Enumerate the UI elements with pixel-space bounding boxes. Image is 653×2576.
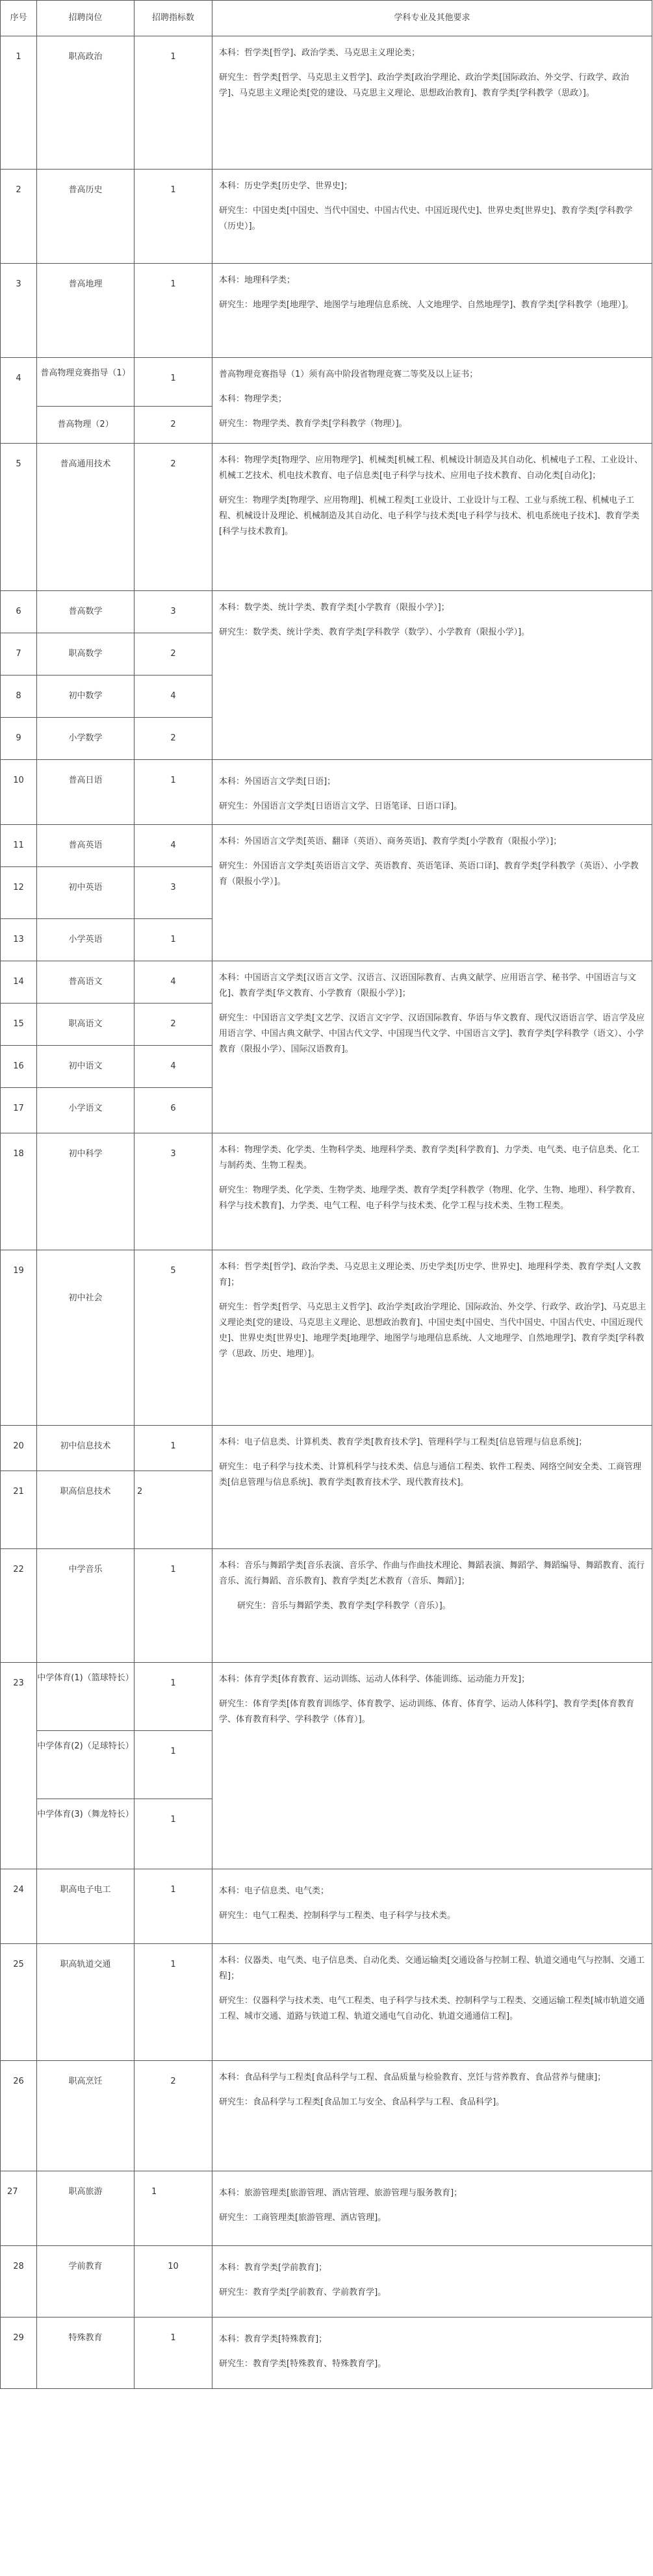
- row-count: 1: [134, 2317, 212, 2389]
- row-count: 4: [134, 825, 212, 867]
- row-no: 9: [1, 718, 37, 760]
- row-no: 27: [1, 2171, 37, 2246]
- row-post: 普高日语: [37, 760, 134, 825]
- req-grad: 研究生：音乐与舞蹈学类、教育学类[学科教学（音乐）]。: [237, 1601, 451, 1611]
- req-undergrad: 本科：外国语言文学类[日语]；: [219, 777, 336, 787]
- table-row: [1, 444, 652, 591]
- req-undergrad: 本科：地理科学类；: [219, 275, 296, 285]
- row-count: 10: [134, 2246, 212, 2317]
- row-count: 2: [134, 1471, 212, 1549]
- row-requirements: [212, 36, 652, 170]
- row-post: 职高烹饪: [37, 2061, 134, 2171]
- row-no: 28: [1, 2246, 37, 2317]
- row-requirements: [212, 760, 652, 825]
- table-row: [1, 170, 652, 264]
- table-row: [1, 358, 652, 407]
- req-undergrad: 本科：物理学类、化学类、生物科学类、地理科学类、教育学类[科学教育]、力学类、电气类、电子信息类、化工与制药类、生物工程类。: [219, 1145, 640, 1170]
- header-requirements: 学科专业及其他要求: [212, 1, 652, 36]
- row-count: 1: [134, 1663, 212, 1731]
- row-count: 5: [134, 1250, 212, 1426]
- table-row: [1, 1869, 652, 1944]
- row-no: 18: [1, 1133, 37, 1250]
- row-count: 1: [134, 36, 212, 170]
- row-post: 初中科学: [37, 1133, 134, 1250]
- row-requirements: [212, 825, 652, 961]
- row-requirements: [212, 1869, 652, 1944]
- req-undergrad: 本科：数学类、统计学类、教育学类[小学教育（限报小学）]；: [219, 603, 450, 612]
- header-post: 招聘岗位: [37, 1, 134, 36]
- row-post: 普高物理（2）: [37, 407, 134, 444]
- req-grad: 研究生：仪器科学与技术类、电气工程类、电子科学与技术类、控制科学与工程类、交通运输工程类[城市轨道交通工程、城市交通、道路与铁道工程、轨道交通电气自动化、轨道交通通信工程]。: [219, 1996, 645, 2021]
- row-requirements: [212, 2171, 652, 2246]
- table-row: [1, 2171, 652, 2246]
- table-row: [1, 825, 652, 867]
- row-count: 1: [134, 1799, 212, 1869]
- req-undergrad: 本科：物理学类[物理学、应用物理学]、机械类[机械工程、机械设计制造及其自动化、机械电子工程、工业设计、机械工艺技术、机电技术教育、电子信息类[电子科学与技术、应用电子技术教育、自动化类[自动化]；: [219, 455, 643, 481]
- row-no: 21: [1, 1471, 37, 1549]
- row-requirements: [212, 1663, 652, 1869]
- row-post: 学前教育: [37, 2246, 134, 2317]
- row-no: 1: [1, 36, 37, 170]
- row-post: 小学数学: [37, 718, 134, 760]
- row-post: 特殊教育: [37, 2317, 134, 2389]
- req-note: 普高物理竞赛指导（1）须有高中阶段省物理竞赛二等奖及以上证书；: [219, 370, 478, 379]
- row-requirements: [212, 170, 652, 264]
- row-post: 职高旅游: [37, 2171, 134, 2246]
- row-count: 1: [134, 760, 212, 825]
- req-grad: 研究生：哲学类[哲学、马克思主义哲学]、政治学类[政治学理论、国际政治、外交学、行政学、政治学]、马克思主义理论类[党的建设、马克思主义理论、思想政治教育]、中国史类[中国史、当代中国史、中国古代史、中国近现代史]、世界史类[世界史]、地理学类[地理学、地图学与地理信息系统、人文地理学、自然地理学]、教育学类[学科教学（思政、历史、地理）]。: [219, 1302, 647, 1359]
- row-count: 1: [134, 358, 212, 407]
- row-no: 13: [1, 919, 37, 961]
- row-count: 4: [134, 961, 212, 1004]
- row-post: 普高英语: [37, 825, 134, 867]
- row-no: 16: [1, 1046, 37, 1088]
- table-row: [1, 1250, 652, 1426]
- row-count: 6: [134, 1088, 212, 1133]
- req-undergrad: 本科：音乐与舞蹈学类[音乐表演、音乐学、作曲与作曲技术理论、舞蹈表演、舞蹈学、舞蹈编导、舞蹈教育、流行音乐、流行舞蹈、音乐教育]、教育学类[艺术教育（音乐、舞蹈）]；: [219, 1561, 645, 1586]
- row-count: 4: [134, 676, 212, 718]
- row-no: 7: [1, 633, 37, 676]
- req-grad: 研究生：教育学类[学前教育、学前教育学]。: [219, 2288, 387, 2297]
- req-grad: 研究生：电子科学与技术类、计算机科学与技术类、信息与通信工程类、软件工程类、网络空间安全类、工商管理类[信息管理与信息系统]、教育学类[教育技术学、现代教育技术]。: [219, 1462, 642, 1487]
- table-row: [1, 264, 652, 358]
- row-count: 1: [134, 1731, 212, 1799]
- row-count: 2: [134, 1004, 212, 1046]
- row-count: 4: [134, 1046, 212, 1088]
- row-count: 3: [134, 591, 212, 633]
- table-row: [1, 1133, 652, 1250]
- row-post: 小学语文: [37, 1088, 134, 1133]
- req-undergrad: 本科：中国语言文学类[汉语言文学、汉语言、汉语国际教育、古典文献学、应用语言学、秘书学、中国语言与文化]、教育学类[华文教育、小学教育（限报小学）]；: [219, 973, 637, 998]
- table-row: [1, 2317, 652, 2389]
- req-grad: 研究生：外国语言文学类[英语语言文学、英语教育、英语笔译、英语口译]、教育学类[学科教学（英语）、小学教育（限报小学）]。: [219, 861, 639, 887]
- row-post: 职高信息技术: [37, 1471, 134, 1549]
- req-undergrad: 本科：哲学类[哲学]、政治学类、马克思主义理论类；: [219, 48, 420, 58]
- table-row: [1, 961, 652, 1004]
- req-undergrad: 本科：电子信息类、电气类；: [219, 1886, 329, 1896]
- row-post: 初中信息技术: [37, 1426, 134, 1471]
- row-no: 24: [1, 1869, 37, 1944]
- req-grad: 研究生：中国史类[中国史、当代中国史、中国古代史、中国近现代史]、世界史类[世界史]、教育学类[学科教学（历史）]。: [219, 206, 633, 231]
- table-row: [1, 1944, 652, 2061]
- row-count: 1: [134, 1426, 212, 1471]
- row-no: 10: [1, 760, 37, 825]
- req-grad: 研究生：地理学类[地理学、地图学与地理信息系统、人文地理学、自然地理学]、教育学类[学科教学（地理）]。: [219, 300, 634, 310]
- req-undergrad: 本科：仪器类、电气类、电子信息类、自动化类、交通运输类[交通设备与控制工程、轨道交通电气与控制、交通工程]；: [219, 1956, 645, 1981]
- row-no: 3: [1, 264, 37, 358]
- row-post: 职高语文: [37, 1004, 134, 1046]
- row-post: 初中数学: [37, 676, 134, 718]
- row-no: 23: [1, 1663, 37, 1869]
- row-post: 普高地理: [37, 264, 134, 358]
- req-grad: 研究生：物理学类[物理学、应用物理]、机械工程类[工业设计、工业设计与工程、工业与系统工程、机械电子工程、机械设计及理论、机械制造及其自动化、电子科学与技术类[电子科学与技术、机电系统电子技术]、教育学类[科学与技术教育]。: [219, 496, 640, 537]
- row-no: 15: [1, 1004, 37, 1046]
- header-count: 招聘指标数: [134, 1, 212, 36]
- row-requirements: [212, 444, 652, 591]
- req-grad: 研究生：数学类、统计学类、教育学类[学科教学（数学）、小学教育（限报小学）]。: [219, 627, 530, 637]
- row-post: 普高物理竞赛指导（1）: [37, 358, 134, 407]
- row-count: 3: [134, 867, 212, 919]
- row-no: 20: [1, 1426, 37, 1471]
- row-count: 1: [134, 2171, 212, 2246]
- req-grad: 研究生：食品科学与工程类[食品加工与安全、食品科学与工程、食品科学]。: [219, 2097, 505, 2107]
- header-no: 序号: [1, 1, 37, 36]
- row-no: 4: [1, 358, 37, 444]
- req-undergrad: 本科：电子信息类、计算机类、教育学类[教育技术学]、管理科学与工程类[信息管理与信息系统]；: [219, 1437, 587, 1447]
- row-count: 1: [134, 264, 212, 358]
- row-count: 1: [134, 1869, 212, 1944]
- row-count: 1: [134, 170, 212, 264]
- table-row: [1, 1663, 652, 1731]
- row-requirements: [212, 591, 652, 760]
- row-post: 中学体育(2)（足球特长）: [37, 1731, 134, 1799]
- row-count: 2: [134, 633, 212, 676]
- row-requirements: [212, 1133, 652, 1250]
- row-requirements: [212, 2061, 652, 2171]
- table-row: [1, 2246, 652, 2317]
- req-undergrad: 本科：物理学类；: [219, 394, 287, 404]
- row-count: 2: [134, 2061, 212, 2171]
- row-post: 普高历史: [37, 170, 134, 264]
- req-undergrad: 本科：哲学类[哲学]、政治学类、马克思主义理论类、历史学类[历史学、世界史]、地理科学类、教育学类[人文教育]；: [219, 1262, 641, 1287]
- req-undergrad: 本科：历史学类[历史学、世界史]；: [219, 181, 353, 191]
- row-count: 3: [134, 1133, 212, 1250]
- row-post: 普高数学: [37, 591, 134, 633]
- req-grad: 研究生：体育学类[体育教育训练学、体育教学、运动训练、体育、体育学、运动人体科学]、教育学类[体育教育学、体育教育科学、学科教学（体育）]。: [219, 1699, 635, 1724]
- req-grad: 研究生：中国语言文学类[文艺学、汉语言文字学、汉语国际教育、华语与华文教育、现代汉语语言学、语言学及应用语言学、中国古典文献学、中国古代文学、中国现当代文学、中国语言文学]、教育学类[学科教学（语文）、小学教育（限报小学）、国际汉语教育]。: [219, 1013, 645, 1054]
- row-post: 初中社会: [37, 1250, 134, 1426]
- req-grad: 研究生：教育学类[特殊教育、特殊教育学]。: [219, 2359, 387, 2369]
- row-requirements: [212, 961, 652, 1133]
- row-no: 26: [1, 2061, 37, 2171]
- row-requirements: [212, 358, 652, 444]
- row-post: 职高数学: [37, 633, 134, 676]
- row-post: 初中英语: [37, 867, 134, 919]
- table-row: [1, 591, 652, 633]
- req-undergrad: 本科：体育学类[体育教育、运动训练、运动人体科学、体能训练、运动能力开发]；: [219, 1674, 530, 1684]
- table-row: [1, 760, 652, 825]
- row-post: 普高语文: [37, 961, 134, 1004]
- row-no: 29: [1, 2317, 37, 2389]
- row-no: 5: [1, 444, 37, 591]
- req-grad: 研究生：物理学类、化学类、生物学类、地理学类、教育学类[学科教学（物理、化学、生物、地理）、科学教育、科学与技术教育]、力学类、电气工程、电子科学与技术类、化学工程与技术类、生物工程类。: [219, 1185, 641, 1211]
- row-no: 19: [1, 1250, 37, 1426]
- req-grad: 研究生：哲学类[哲学、马克思主义哲学]、政治学类[政治学理论、政治学类[国际政治、外交学、行政学、政治学]、马克思主义理论类[党的建设、马克思主义理论、思想政治教育]、教育学类[学科教学（思政）]。: [219, 73, 630, 98]
- row-no: 17: [1, 1088, 37, 1133]
- row-no: 6: [1, 591, 37, 633]
- row-post: 普高通用技术: [37, 444, 134, 591]
- table-row: [1, 1426, 652, 1471]
- row-no: 2: [1, 170, 37, 264]
- req-undergrad: 本科：食品科学与工程类[食品科学与工程、食品质量与检验教育、烹饪与营养教育、食品营养与健康]；: [219, 2073, 606, 2082]
- table-row: [1, 36, 652, 170]
- row-count: 1: [134, 919, 212, 961]
- req-grad: 研究生：外国语言文学类[日语语言文学、日语笔译、日语口译]。: [219, 802, 463, 811]
- row-post: 中学体育(3)（舞龙特长）: [37, 1799, 134, 1869]
- row-count: 1: [134, 1944, 212, 2061]
- row-count: 2: [134, 444, 212, 591]
- row-count: 1: [134, 1549, 212, 1663]
- table-row: [1, 1549, 652, 1663]
- row-count: 2: [134, 718, 212, 760]
- req-undergrad: 本科：教育学类[学前教育]；: [219, 2263, 327, 2273]
- header-row: [1, 1, 652, 36]
- row-no: 8: [1, 676, 37, 718]
- row-requirements: [212, 1549, 652, 1663]
- req-grad: 研究生：电气工程类、控制科学与工程类、电子科学与技术类。: [219, 1911, 456, 1921]
- row-no: 11: [1, 825, 37, 867]
- row-post: 初中语文: [37, 1046, 134, 1088]
- row-no: 12: [1, 867, 37, 919]
- table-row: [1, 2061, 652, 2171]
- row-requirements: [212, 2246, 652, 2317]
- row-post: 小学英语: [37, 919, 134, 961]
- req-grad: 研究生：物理学类、教育学类[学科教学（物理）]。: [219, 419, 407, 429]
- row-no: 22: [1, 1549, 37, 1663]
- row-post: 职高政治: [37, 36, 134, 170]
- row-post: 职高轨道交通: [37, 1944, 134, 2061]
- req-undergrad: 本科：外国语言文学类[英语、翻译（英语）、商务英语]、教育学类[小学教育（限报小学）]；: [219, 837, 562, 846]
- row-post: 职高电子电工: [37, 1869, 134, 1944]
- row-post: 中学体育(1)（篮球特长）: [37, 1663, 134, 1731]
- row-requirements: [212, 264, 652, 358]
- row-count: 2: [134, 407, 212, 444]
- row-requirements: [212, 1944, 652, 2061]
- row-requirements: [212, 1250, 652, 1426]
- req-undergrad: 本科：教育学类[特殊教育]；: [219, 2334, 327, 2344]
- req-undergrad: 本科：旅游管理类[旅游管理、酒店管理、旅游管理与服务教育]；: [219, 2188, 463, 2198]
- row-requirements: [212, 2317, 652, 2389]
- row-post: 中学音乐: [37, 1549, 134, 1663]
- req-grad: 研究生：工商管理类[旅游管理、酒店管理]。: [219, 2213, 387, 2223]
- row-no: 25: [1, 1944, 37, 2061]
- row-requirements: [212, 1426, 652, 1549]
- row-no: 14: [1, 961, 37, 1004]
